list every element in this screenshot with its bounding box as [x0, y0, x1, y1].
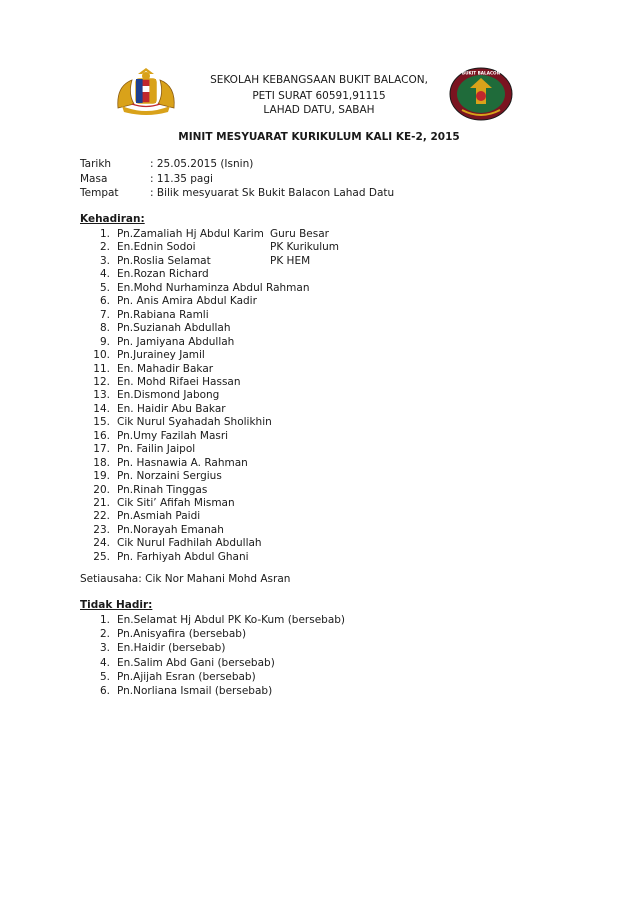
- attendee-number: 3.: [99, 254, 110, 267]
- attendee-name: Pn.Suzianah Abdullah: [117, 322, 231, 335]
- absentee-number: 1.: [99, 614, 110, 626]
- attendee-name: En.Ednin Sodoi: [117, 241, 196, 254]
- date-label: Tarikh: [80, 158, 112, 170]
- attendee-name: En.Rozan Richard: [117, 268, 209, 281]
- time-value: : 11.35 pagi: [150, 173, 213, 185]
- attendee-number: 23.: [93, 523, 110, 536]
- venue-label: Tempat: [80, 187, 119, 199]
- attendee-name: Pn.Zamaliah Hj Abdul Karim: [117, 228, 264, 240]
- school-location: LAHAD DATU, SABAH: [263, 104, 375, 116]
- attendee-name: Pn.Rinah Tinggas: [117, 483, 208, 496]
- attendee-number: 16.: [93, 429, 110, 442]
- attendee-name: Pn. Norzaini Sergius: [117, 470, 222, 483]
- document-title: MINIT MESYUARAT KURIKULUM KALI KE-2, 2015: [178, 131, 460, 143]
- attendee-name: Pn. Farhiyah Abdul Ghani: [117, 550, 249, 563]
- absentee-name: En.Selamat Hj Abdul PK Ko-Kum (bersebab): [117, 614, 346, 626]
- attendee-name: En. Mahadir Bakar: [117, 362, 214, 375]
- attendee-name: En. Haidir Abu Bakar: [117, 402, 226, 415]
- attendee-number: 10.: [93, 349, 110, 362]
- absentee-number: 4.: [99, 656, 110, 669]
- attendee-number: 25.: [93, 550, 110, 563]
- attendee-name: Pn. Hasnawia A. Rahman: [117, 456, 248, 469]
- attendee-number: 7.: [99, 308, 110, 321]
- absentee-number: 5.: [99, 670, 110, 683]
- attendee-number: 24.: [93, 537, 110, 550]
- school-address: PETI SURAT 60591,91115: [252, 90, 386, 102]
- absentee-name: Pn.Norliana Ismail (bersebab): [117, 685, 273, 697]
- attendee-name: Pn.Umy Fazilah Masri: [117, 429, 229, 442]
- attendee-name: Cik Siti’ Afifah Misman: [117, 497, 235, 509]
- absentee-name: En.Salim Abd Gani (bersebab): [117, 656, 275, 669]
- attendee-name: En.Mohd Nurhaminza Abdul Rahman: [117, 281, 310, 294]
- attendee-number: 18.: [93, 456, 110, 469]
- time-label: Masa: [80, 173, 108, 185]
- attendee-name: Cik Nurul Syahadah Sholikhin: [117, 416, 272, 429]
- attendee-name: Pn.Rabiana Ramli: [117, 308, 209, 321]
- attendee-number: 19.: [93, 470, 110, 483]
- attendee-number: 5.: [99, 281, 110, 294]
- attendee-name: En.Dismond Jabong: [117, 389, 220, 402]
- absentee-number: 3.: [99, 642, 110, 655]
- attendee-role: Guru Besar: [270, 228, 329, 240]
- attendee-name: Pn.Norayah Emanah: [117, 523, 224, 536]
- svg-text:BUKIT BALACON: BUKIT BALACON: [461, 70, 501, 76]
- attendee-number: 6.: [99, 295, 110, 308]
- attendance-heading: Kehadiran:: [80, 213, 145, 225]
- attendee-name: Pn. Anis Amira Abdul Kadir: [117, 295, 257, 308]
- attendee-name: Pn.Asmiah Paidi: [117, 510, 201, 523]
- attendee-name: Pn.Roslia Selamat: [117, 254, 211, 267]
- attendee-role: PK Kurikulum: [270, 241, 340, 254]
- date-value: : 25.05.2015 (Isnin): [150, 158, 254, 170]
- attendee-number: 12.: [93, 375, 110, 388]
- attendee-name: En. Mohd Rifaei Hassan: [117, 375, 241, 388]
- attendee-name: Pn. Failin Jaipol: [117, 443, 196, 456]
- absentee-name: Pn.Ajijah Esran (bersebab): [117, 670, 256, 683]
- attendee-number: 20.: [93, 483, 110, 496]
- attendee-role: PK HEM: [270, 254, 311, 267]
- attendee-number: 22.: [93, 510, 110, 523]
- attendee-number: 4.: [99, 268, 110, 281]
- attendee-number: 9.: [99, 335, 110, 348]
- attendee-number: 1.: [99, 228, 110, 240]
- absentee-number: 6.: [99, 685, 110, 697]
- attendee-number: 15.: [93, 416, 110, 429]
- absentee-number: 2.: [99, 628, 110, 641]
- attendee-number: 14.: [93, 402, 110, 415]
- venue-value: : Bilik mesyuarat Sk Bukit Balacon Lahad Datu: [150, 187, 395, 199]
- attendee-number: 11.: [93, 362, 110, 375]
- attendee-number: 17.: [93, 443, 110, 456]
- attendee-name: Cik Nurul Fadhilah Abdullah: [117, 537, 262, 550]
- absent-heading: Tidak Hadir:: [80, 599, 153, 611]
- attendee-name: Pn. Jamiyana Abdullah: [117, 335, 235, 348]
- attendee-number: 13.: [93, 389, 110, 402]
- attendee-number: 8.: [99, 322, 110, 335]
- absentee-name: Pn.Anisyafira (bersebab): [117, 628, 247, 641]
- secretary-line: Setiausaha: Cik Nor Mahani Mohd Asran: [80, 573, 291, 585]
- attendee-number: 2.: [99, 241, 110, 254]
- attendee-name: Pn.Jurainey Jamil: [117, 349, 205, 362]
- absentee-name: En.Haidir (bersebab): [117, 642, 226, 655]
- school-name: SEKOLAH KEBANGSAAN BUKIT BALACON,: [210, 74, 428, 86]
- attendee-number: 21.: [93, 497, 110, 509]
